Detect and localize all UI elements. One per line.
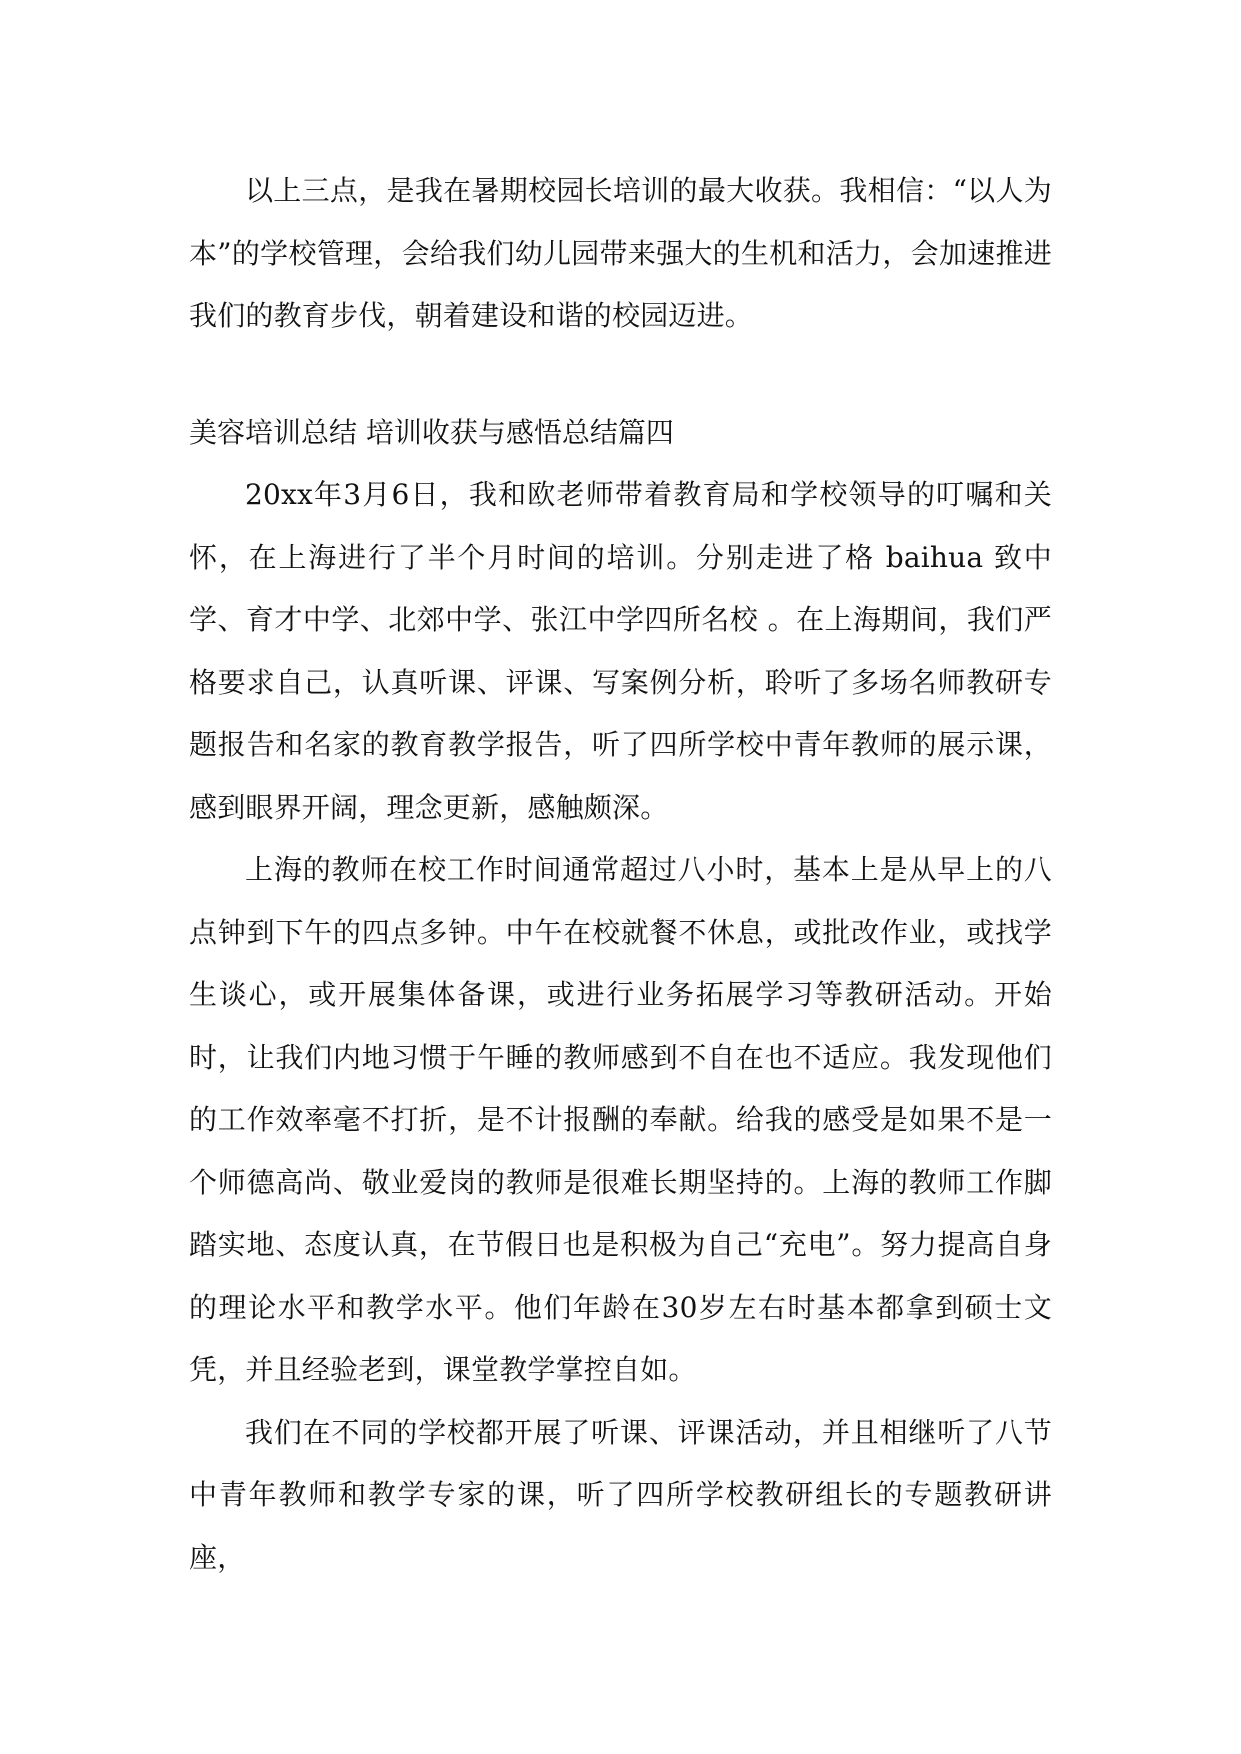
paragraph-training-intro: 20xx年3月6日，我和欧老师带着教育局和学校领导的叮嘱和关怀，在上海进行了半个月时间的培训。分别走进了格 baihua 致中学、育才中学、北郊中学、张江中学四所名校 。在上海期间，我们严格要求自己，认真听课、评课、写案例分析，聆听了多场名师教研专题报告和名家的教育教学报告，听了四所学校中青年教师的展示课，感到眼界开阔，理念更新，感触颇深。 xyxy=(189,478,1052,824)
paragraph-summary: 以上三点，是我在暑期校园长培训的最大收获。我相信：“以人为本”的学校管理，会给我们幼儿园带来强大的生机和活力，会加速推进我们的教育步伐，朝着建设和谐的校园迈进。 xyxy=(189,174,1052,332)
document-body xyxy=(189,160,1052,1589)
section-heading: 美容培训总结 培训收获与感悟总结篇四 xyxy=(189,415,674,449)
paragraph-teacher-work: 上海的教师在校工作时间通常超过八小时，基本上是从早上的八点钟到下午的四点多钟。中午在校就餐不休息，或批改作业，或找学生谈心，或开展集体备课，或进行业务拓展学习等教研活动。开始时，让我们内地习惯于午睡的教师感到不自在也不适应。我发现他们的工作效率毫不打折，是不计报酬的奉献。给我的感受是如果不是一个师德高尚、敬业爱岗的教师是很难长期坚持的。上海的教师工作脚踏实地、态度认真，在节假日也是积极为自己“充电”。努力提高自身的理论水平和教学水平。他们年龄在30岁左右时基本都拿到硕士文凭，并且经验老到，课堂教学掌控自如。 xyxy=(189,853,1052,1386)
paragraph-lessons: 我们在不同的学校都开展了听课、评课活动，并且相继听了八节中青年教师和教学专家的课，听了四所学校教研组长的专题教研讲座， xyxy=(189,1415,1052,1574)
